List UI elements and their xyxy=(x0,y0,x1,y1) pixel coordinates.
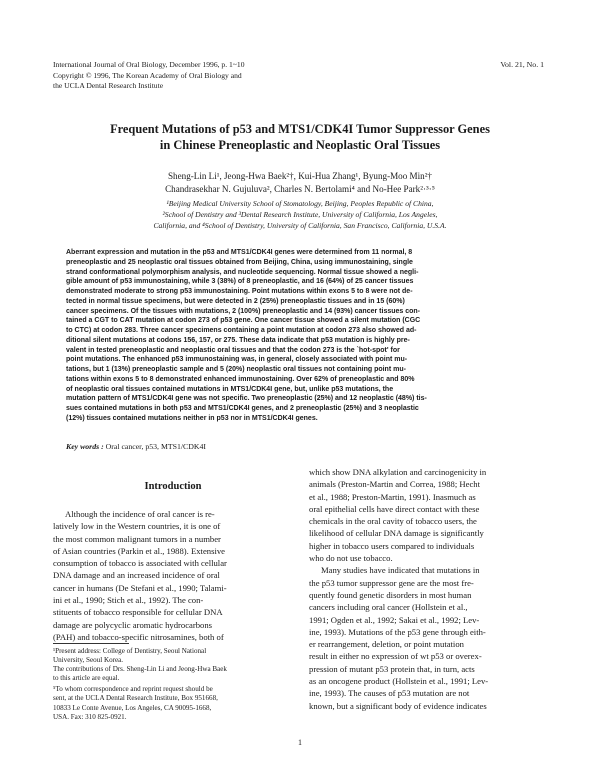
title-line: in Chinese Preneoplastic and Neoplastic Oral Tissues xyxy=(159,138,441,152)
keywords xyxy=(66,442,537,451)
footnote-line: 10833 Le Conte Avenue, Los Angeles, CA 90095-1668, xyxy=(53,703,212,712)
footnote-line: to this article are equal. xyxy=(53,674,120,683)
paragraph-line: ine, 1993). Mutations of the p53 gene through eith- xyxy=(309,626,486,637)
abstract-line: demonstrated moderate to strong p53 immunostaining. Point mutations within exons 5 to 8 were not de- xyxy=(66,288,413,295)
paragraph-line: er rearrangement, deletion, or point mutation xyxy=(309,639,464,650)
abstract-line: point mutations. The enhanced p53 immunostaining was, in general, closely associated with point mu- xyxy=(66,356,408,364)
page-number: 1 xyxy=(298,738,302,747)
paragraph-line: cancers including oral cancer (Hollstein et al., xyxy=(309,602,468,613)
section-heading-introduction: Introduction xyxy=(144,481,202,492)
affiliation-line: ²School of Dentistry and ³Dental Research Institute, University of California, Los Angeles, xyxy=(162,209,438,219)
paragraph-line: chemicals in the oral cavity of tobacco users, the xyxy=(309,516,477,527)
abstract-line: tations, but 1 (13%) preneoplastic sample and 5 (20%) neoplastic oral tissues not containing point mu- xyxy=(66,366,406,373)
footnotes xyxy=(53,647,297,722)
author-line: Sheng-Lin Li¹, Jeong-Hwa Baek²†, Kui-Hua Zhang¹, Byung-Moo Min²† xyxy=(168,171,432,181)
paragraph-line: stituents of tobacco responsible for cellular DNA xyxy=(53,607,223,618)
paragraph-line: who do not use tobacco. xyxy=(309,553,393,564)
paragraph-line: higher in tobacco users compared to individuals xyxy=(309,540,475,551)
paragraph-line: (PAH) and tobacco-specific nitrosamines, both of xyxy=(53,631,224,642)
paragraph-line: ini et al., 1990; Stich et al., 1992). The con- xyxy=(53,595,204,606)
paragraph-line: latively low in the Western countries, it is one of xyxy=(53,521,221,532)
paragraph-line: consumption of tobacco is associated with cellular xyxy=(53,558,227,569)
right-column xyxy=(309,466,549,712)
abstract-line: Aberrant expression and mutation in the p53 and MTS1/CDK4I genes were determined from 11 normal, 8 xyxy=(66,249,413,256)
abstract-line: gible amount of p53 immunostaining, while 3 (38%) of 8 preneoplastic, and 16 (64%) of 25 cancer tissues xyxy=(66,278,414,286)
abstract-line: mutation pattern of MTS1/CDK4I gene was not specific. Two preneoplastic (25%) and 12 neoplastic (48%) tis- xyxy=(66,395,427,403)
abstract-line: preneoplastic and 25 neoplastic oral tissues obtained from Beijing, China, using immunostaining, single xyxy=(66,258,413,266)
footnote-line: The contributions of Drs. Sheng-Lin Li and Jeong-Hwa Baek xyxy=(53,665,227,674)
paper-title xyxy=(40,121,560,153)
paragraph-line: as an oncogene product (Hollstein et al., 1991; Lev- xyxy=(309,676,489,687)
footnote-line: USA. Fax: 310 825-0921. xyxy=(53,712,127,721)
journal-line: International Journal of Oral Biology, December 1996, p. 1~10 xyxy=(53,60,245,69)
abstract-line: to CTC) at codon 283. Three cancer specimens containing a point mutation at codon 273 also showed ad- xyxy=(66,327,417,334)
left-column xyxy=(53,481,293,643)
footnote-line: ¹Present address: College of Dentistry, Seoul National xyxy=(53,647,207,655)
paragraph-line: cancer in humans (De Stefani et al., 1990; Talami- xyxy=(53,582,227,593)
title-line: Frequent Mutations of p53 and MTS1/CDK4I Tumor Suppressor Genes xyxy=(110,122,490,136)
paragraph-line: quently found genetic disorders in most human xyxy=(309,589,472,600)
paragraph-line: DNA damage and an increased incidence of oral xyxy=(53,570,220,581)
journal-line: the UCLA Dental Research Institute xyxy=(53,81,164,91)
paragraph-line: pression of mutant p53 protein that, in turn, acts xyxy=(309,663,475,674)
abstract-line: tained a CGT to CAT mutation at codon 273 of p53 gene. One cancer tissue showed a silent mutation (CGC xyxy=(66,317,421,325)
author-list xyxy=(40,170,560,195)
journal-line: Copyright © 1996, The Korean Academy of Oral Biology and xyxy=(53,70,242,80)
footnote-line: University, Seoul Korea. xyxy=(53,656,124,665)
author-line: Chandrasekhar N. Gujuluva², Charles N. Bertolami⁴ and No-Hee Park²·³·⁵ xyxy=(165,183,435,194)
paragraph-line: which show DNA alkylation and carcinogenicity in xyxy=(309,467,487,477)
abstract xyxy=(66,248,537,424)
affiliations xyxy=(40,199,560,232)
abstract-line: tations within exons 5 to 8 demonstrated enhanced immunostaining. Over 62% of preneoplastic and 80% xyxy=(66,375,415,383)
paragraph-line: Although the incidence of oral cancer is re- xyxy=(65,509,215,519)
volume-issue: Vol. 21, No. 1 xyxy=(500,60,544,69)
footnote-line: sent, at the UCLA Dental Research Institute, Box 951668, xyxy=(53,694,218,703)
paragraph-line: of Asian countries (Parkin et al., 1988). Extensive xyxy=(53,545,225,556)
abstract-line: tected in normal tissue specimens, but were detected in 2 (25%) preneoplastic tissues and in 15 (60%) xyxy=(66,297,405,305)
abstract-line: valent in tested preneoplastic and neoplastic oral tissues and that the codon 273 is the `hot-spot' for xyxy=(66,346,400,354)
abstract-line: (12%) tissues contained mutations neither in p53 nor in MTS1/CDK4I genes. xyxy=(66,414,318,422)
abstract-line: ditional silent mutations at codons 156, 157, or 275. These data indicate that p53 mutation is highly pre- xyxy=(66,336,410,344)
paragraph-line: et al., 1988; Preston-Martin, 1991). Inasmuch as xyxy=(309,491,476,502)
paragraph-line: likelihood of cellular DNA damage is significantly xyxy=(309,528,484,539)
abstract-line: strand conformational polymorphism analysis, and nucleotide sequencing. Normal tissue showed a negli- xyxy=(66,268,419,276)
footnote-rule xyxy=(53,643,129,644)
paragraph-line: result in either no expression of wt p53 or overex- xyxy=(309,651,482,662)
paragraph-line: ine, 1993). The causes of p53 mutation are not xyxy=(309,688,470,699)
paragraph-line: the most common malignant tumors in a number xyxy=(53,533,221,544)
paragraph-line: Many studies have indicated that mutations in xyxy=(321,565,480,576)
footnote-line: ⁵To whom correspondence and reprint request should be xyxy=(53,685,213,694)
keywords-text: Oral cancer, p53, MTS1/CDK4I xyxy=(103,442,207,451)
paragraph-line: oral epithelial cells have direct contact with these xyxy=(309,503,480,514)
affiliation-line: ¹Beijing Medical University School of Stomatology, Beijing, Peoples Republic of China, xyxy=(166,199,434,208)
abstract-line: cancer specimens. Of the tissues with mutations, 2 (100%) preneoplastic and 14 (93%) cancer tissues con- xyxy=(66,307,421,315)
introduction-right-text xyxy=(309,466,549,712)
keywords-label: Key words : xyxy=(66,442,104,451)
paragraph-line: animals (Preston-Martin and Correa, 1988; Hecht xyxy=(309,479,481,490)
paragraph-line: known, but a significant body of evidence indicates xyxy=(309,700,487,711)
abstract-line: of neoplastic oral tissues contained mutations in MTS1/CDK4I gene, but, unlike p53 mutations, the xyxy=(66,385,394,393)
paragraph-line: 1991; Ogden et al., 1992; Sakai et al., 1992; Lev- xyxy=(309,614,480,625)
introduction-left-text xyxy=(53,508,293,643)
paragraph-line: damage are polycyclic aromatic hydrocarbons xyxy=(53,619,213,630)
journal-citation xyxy=(53,60,373,92)
abstract-line: sues contained mutations in both p53 and MTS1/CDK4I genes, and 2 preneoplastic (25%) and 3 neoplastic xyxy=(66,405,419,412)
affiliation-line: California, and ⁴School of Dentistry, University of California, San Francisco, California, U.S.A. xyxy=(153,220,447,230)
paragraph-line: the p53 tumor suppressor gene are the most fre- xyxy=(309,577,474,588)
